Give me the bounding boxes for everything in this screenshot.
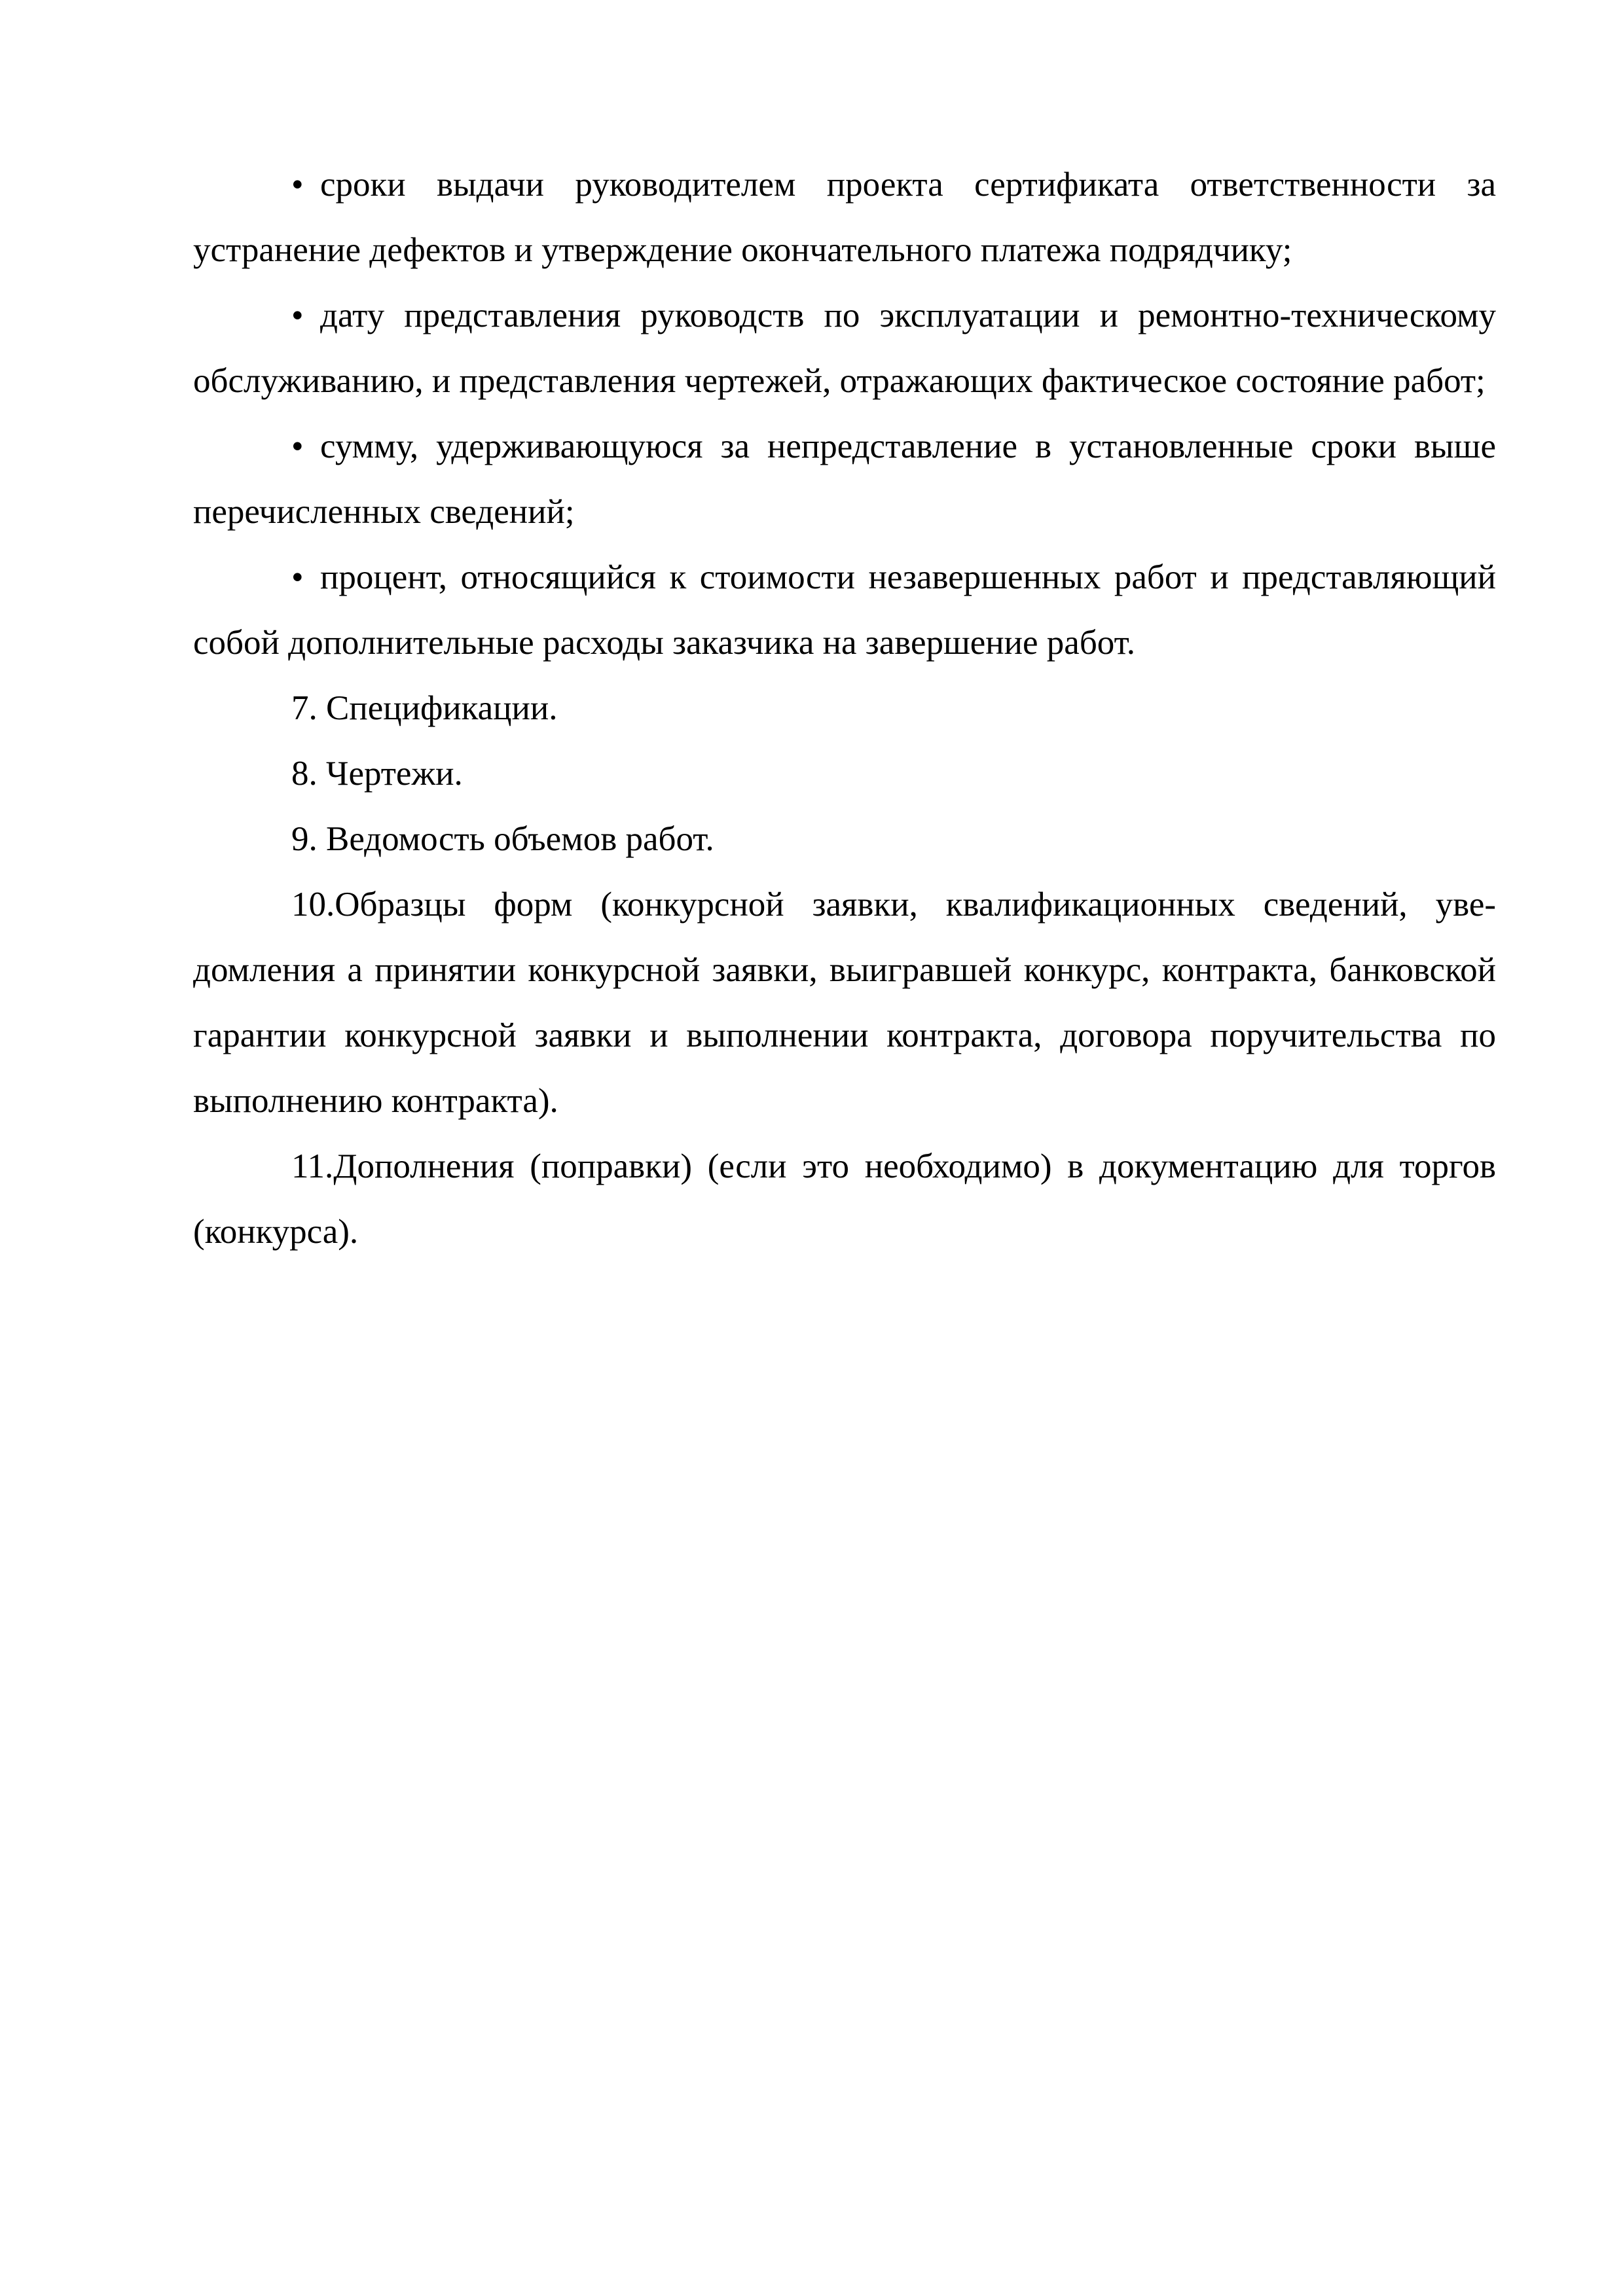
item-number: 8. [291,755,326,793]
bullet-text: сумму, удерживающуюся за непредставление в установленные сроки выше перечисленных сведений; [193,427,1496,531]
item-number: 11. [291,1147,334,1185]
bullet-marker: • [291,166,304,204]
bullet-text: сроки выдачи руководителем проекта сертификата ответственности за устранение дефектов и утверждение окончательного платежа подрядчику; [193,166,1496,269]
bullet-marker: • [291,558,304,596]
numbered-item [193,806,1496,872]
item-number: 9. [291,820,326,858]
bullet-marker: • [291,427,304,465]
bullet-text: дату представления руководств по эксплуатации и ремонтно-техническому обслуживанию, и представления чертежей, отражающих фактическое состояние работ; [193,296,1496,400]
bullet-item [193,414,1496,545]
item-text: Образцы форм (конкурсной заявки, квалификационных сведений, уведомления а принятии конкурсной заявки, выигравшей конкурс, контракта, банковской гарантии конкурсной заявки и выполнении контракта, договора поручительства по выполнению контракта). [193,886,1496,1120]
numbered-item [193,741,1496,806]
bullet-item [193,152,1496,283]
item-text: Ведомость объемов работ. [326,820,714,858]
item-text: Чертежи. [326,755,463,793]
numbered-item [193,1134,1496,1265]
bullet-item [193,283,1496,414]
item-text: Спецификации. [326,689,558,727]
bullet-text: процент, относящийся к стоимости незавершенных работ и представляющий собой дополнительные расходы заказчика на завершение работ. [193,558,1496,662]
bullet-item [193,545,1496,675]
numbered-item [193,872,1496,1134]
item-number: 7. [291,689,326,727]
document-body [193,152,1496,1265]
item-text: Дополнения (поправки) (если это необходимо) в документацию для торгов (конкурса). [193,1147,1496,1251]
numbered-item [193,675,1496,741]
bullet-marker: • [291,296,304,334]
item-number: 10. [291,886,335,924]
